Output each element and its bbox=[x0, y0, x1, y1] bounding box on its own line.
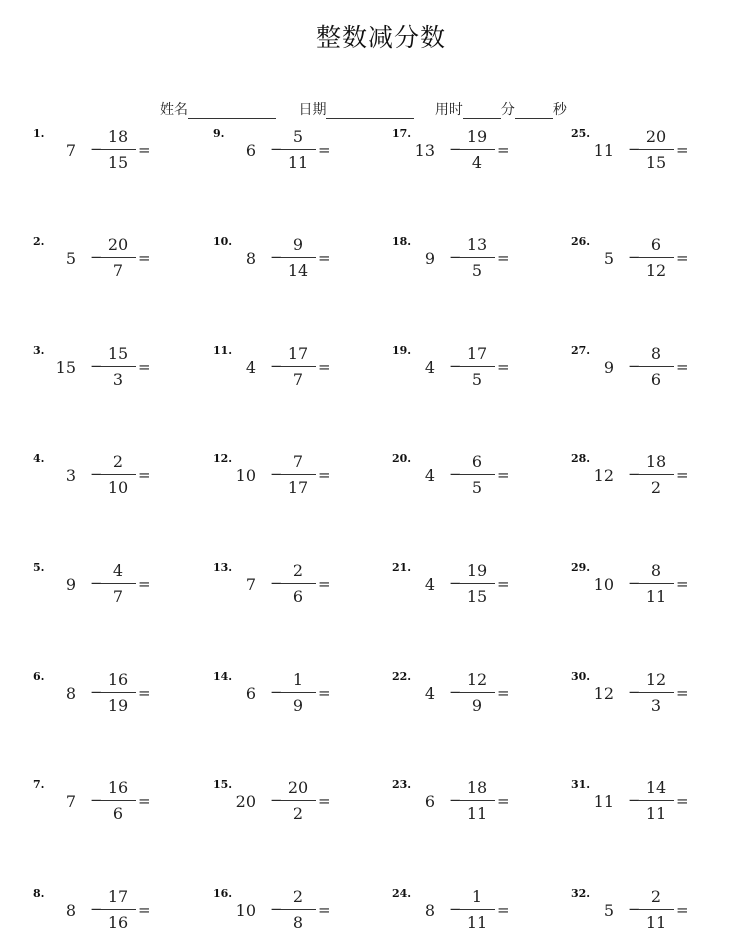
equals-sign: = bbox=[497, 358, 510, 376]
equals-sign: = bbox=[318, 466, 331, 484]
fraction bbox=[459, 561, 495, 606]
fraction-numerator: 20 bbox=[645, 127, 667, 146]
fraction-denominator: 16 bbox=[107, 913, 129, 932]
fraction bbox=[638, 670, 674, 715]
equals-sign: = bbox=[497, 466, 510, 484]
fraction-denominator: 11 bbox=[645, 913, 667, 932]
fraction bbox=[280, 778, 316, 823]
equals-sign: = bbox=[676, 358, 689, 376]
problem-item bbox=[571, 344, 751, 404]
minus-sign: − bbox=[628, 465, 641, 483]
problem-item bbox=[571, 127, 751, 187]
fraction-bar bbox=[459, 909, 495, 910]
whole-number: 10 bbox=[235, 901, 256, 920]
fraction-bar bbox=[100, 692, 136, 693]
fraction bbox=[638, 561, 674, 606]
equals-sign: = bbox=[318, 792, 331, 810]
minus-sign: − bbox=[270, 248, 283, 266]
problem-number: 19. bbox=[392, 344, 412, 357]
fraction-numerator: 8 bbox=[650, 344, 662, 363]
fraction bbox=[459, 235, 495, 280]
problem-number: 3. bbox=[33, 344, 45, 357]
fraction-denominator: 15 bbox=[107, 153, 129, 172]
fraction bbox=[280, 235, 316, 280]
minus-sign: − bbox=[628, 574, 641, 592]
problem-number: 11. bbox=[213, 344, 233, 357]
problem-number: 32. bbox=[571, 887, 591, 900]
problem-number: 26. bbox=[571, 235, 591, 248]
fraction-bar bbox=[100, 583, 136, 584]
fraction-bar bbox=[459, 692, 495, 693]
whole-number: 4 bbox=[424, 684, 435, 703]
fraction-denominator: 7 bbox=[112, 587, 124, 606]
problem-number: 24. bbox=[392, 887, 412, 900]
fraction bbox=[459, 127, 495, 172]
problem-number: 13. bbox=[213, 561, 233, 574]
problem-item bbox=[213, 452, 393, 512]
fraction bbox=[280, 561, 316, 606]
fraction-numerator: 6 bbox=[471, 452, 483, 471]
fraction-bar bbox=[638, 692, 674, 693]
fraction-bar bbox=[100, 366, 136, 367]
fraction-numerator: 4 bbox=[112, 561, 124, 580]
minus-sign: − bbox=[90, 683, 103, 701]
fraction-bar bbox=[100, 909, 136, 910]
fraction bbox=[638, 127, 674, 172]
fraction-bar bbox=[459, 149, 495, 150]
fraction-numerator: 1 bbox=[471, 887, 483, 906]
fraction-denominator: 11 bbox=[645, 804, 667, 823]
equals-sign: = bbox=[318, 575, 331, 593]
equals-sign: = bbox=[676, 141, 689, 159]
fraction-numerator: 17 bbox=[287, 344, 309, 363]
fraction-numerator: 19 bbox=[466, 127, 488, 146]
fraction-bar bbox=[100, 474, 136, 475]
fraction-denominator: 11 bbox=[645, 587, 667, 606]
fraction-bar bbox=[638, 366, 674, 367]
equals-sign: = bbox=[676, 249, 689, 267]
equals-sign: = bbox=[497, 901, 510, 919]
fraction-bar bbox=[280, 474, 316, 475]
equals-sign: = bbox=[138, 466, 151, 484]
problem-item bbox=[33, 778, 213, 838]
fraction-bar bbox=[459, 474, 495, 475]
equals-sign: = bbox=[676, 575, 689, 593]
minus-sign: − bbox=[90, 357, 103, 375]
whole-number: 8 bbox=[65, 684, 76, 703]
fraction-bar bbox=[100, 257, 136, 258]
fraction-denominator: 2 bbox=[292, 804, 304, 823]
minus-sign: − bbox=[449, 357, 462, 375]
whole-number: 12 bbox=[593, 684, 614, 703]
whole-number: 10 bbox=[235, 466, 256, 485]
equals-sign: = bbox=[676, 792, 689, 810]
name-blank[interactable] bbox=[188, 102, 276, 119]
fraction-numerator: 19 bbox=[466, 561, 488, 580]
fraction bbox=[100, 561, 136, 606]
problem-item bbox=[392, 344, 572, 404]
fraction-numerator: 16 bbox=[107, 670, 129, 689]
problem-number: 14. bbox=[213, 670, 233, 683]
fraction-denominator: 19 bbox=[107, 696, 129, 715]
problem-item bbox=[33, 344, 213, 404]
fraction-bar bbox=[638, 474, 674, 475]
fraction-numerator: 2 bbox=[650, 887, 662, 906]
whole-number: 4 bbox=[424, 358, 435, 377]
equals-sign: = bbox=[497, 684, 510, 702]
seconds-label: 秒 bbox=[552, 102, 567, 118]
minus-sign: − bbox=[449, 140, 462, 158]
problem-number: 21. bbox=[392, 561, 412, 574]
fraction bbox=[100, 344, 136, 389]
fraction-numerator: 1 bbox=[292, 670, 304, 689]
fraction-bar bbox=[638, 800, 674, 801]
fraction-numerator: 18 bbox=[645, 452, 667, 471]
problem-item bbox=[392, 561, 572, 621]
equals-sign: = bbox=[138, 358, 151, 376]
minus-sign: − bbox=[449, 465, 462, 483]
minus-sign: − bbox=[270, 683, 283, 701]
fraction-denominator: 15 bbox=[645, 153, 667, 172]
fraction-denominator: 14 bbox=[287, 261, 309, 280]
problem-item bbox=[213, 127, 393, 187]
problem-number: 28. bbox=[571, 452, 591, 465]
fraction-denominator: 7 bbox=[112, 261, 124, 280]
minus-sign: − bbox=[270, 465, 283, 483]
fraction-denominator: 5 bbox=[471, 261, 483, 280]
fraction bbox=[459, 670, 495, 715]
problem-number: 16. bbox=[213, 887, 233, 900]
whole-number: 11 bbox=[593, 792, 614, 811]
problem-number: 4. bbox=[33, 452, 45, 465]
problem-item bbox=[213, 561, 393, 621]
equals-sign: = bbox=[497, 575, 510, 593]
minutes-blank[interactable] bbox=[463, 102, 501, 119]
equals-sign: = bbox=[318, 684, 331, 702]
fraction bbox=[459, 344, 495, 389]
minus-sign: − bbox=[270, 900, 283, 918]
fraction-numerator: 2 bbox=[292, 887, 304, 906]
seconds-blank[interactable] bbox=[515, 102, 553, 119]
problem-item bbox=[571, 887, 751, 947]
fraction bbox=[280, 887, 316, 932]
minus-sign: − bbox=[449, 248, 462, 266]
fraction-numerator: 18 bbox=[107, 127, 129, 146]
fraction bbox=[459, 778, 495, 823]
minus-sign: − bbox=[628, 683, 641, 701]
whole-number: 8 bbox=[65, 901, 76, 920]
fraction-bar bbox=[638, 257, 674, 258]
minus-sign: − bbox=[270, 574, 283, 592]
fraction-bar bbox=[280, 909, 316, 910]
problem-number: 9. bbox=[213, 127, 225, 140]
fraction bbox=[638, 887, 674, 932]
problem-item bbox=[33, 887, 213, 947]
fraction bbox=[280, 344, 316, 389]
whole-number: 5 bbox=[603, 901, 614, 920]
problem-item bbox=[33, 561, 213, 621]
equals-sign: = bbox=[138, 141, 151, 159]
fraction-bar bbox=[280, 692, 316, 693]
fraction-bar bbox=[459, 800, 495, 801]
fraction bbox=[100, 778, 136, 823]
problem-item bbox=[392, 127, 572, 187]
problem-number: 8. bbox=[33, 887, 45, 900]
problem-number: 30. bbox=[571, 670, 591, 683]
fraction-numerator: 18 bbox=[466, 778, 488, 797]
problem-item bbox=[33, 670, 213, 730]
whole-number: 7 bbox=[65, 141, 76, 160]
fraction-bar bbox=[280, 149, 316, 150]
problem-number: 12. bbox=[213, 452, 233, 465]
fraction-numerator: 5 bbox=[292, 127, 304, 146]
minus-sign: − bbox=[628, 140, 641, 158]
whole-number: 13 bbox=[414, 141, 435, 160]
whole-number: 9 bbox=[603, 358, 614, 377]
problem-item bbox=[392, 235, 572, 295]
minus-sign: − bbox=[90, 465, 103, 483]
problem-item bbox=[33, 235, 213, 295]
fraction-numerator: 14 bbox=[645, 778, 667, 797]
fraction-denominator: 11 bbox=[466, 913, 488, 932]
equals-sign: = bbox=[318, 901, 331, 919]
problem-item bbox=[213, 670, 393, 730]
fraction-numerator: 9 bbox=[292, 235, 304, 254]
name-label: 姓名 bbox=[160, 102, 188, 118]
fraction-denominator: 2 bbox=[650, 478, 662, 497]
equals-sign: = bbox=[138, 684, 151, 702]
minus-sign: − bbox=[270, 357, 283, 375]
equals-sign: = bbox=[497, 141, 510, 159]
minus-sign: − bbox=[90, 140, 103, 158]
whole-number: 8 bbox=[245, 249, 256, 268]
fraction-numerator: 20 bbox=[287, 778, 309, 797]
equals-sign: = bbox=[318, 358, 331, 376]
fraction-bar bbox=[459, 583, 495, 584]
whole-number: 4 bbox=[245, 358, 256, 377]
minus-sign: − bbox=[90, 900, 103, 918]
fraction-bar bbox=[280, 583, 316, 584]
fraction-denominator: 15 bbox=[466, 587, 488, 606]
fraction-bar bbox=[280, 366, 316, 367]
problem-item bbox=[571, 778, 751, 838]
problem-item bbox=[571, 235, 751, 295]
problem-item bbox=[392, 670, 572, 730]
fraction bbox=[100, 670, 136, 715]
equals-sign: = bbox=[318, 141, 331, 159]
fraction-denominator: 9 bbox=[292, 696, 304, 715]
fraction-numerator: 17 bbox=[466, 344, 488, 363]
fraction-bar bbox=[280, 800, 316, 801]
whole-number: 9 bbox=[424, 249, 435, 268]
fraction-denominator: 9 bbox=[471, 696, 483, 715]
whole-number: 4 bbox=[424, 466, 435, 485]
fraction-bar bbox=[100, 149, 136, 150]
fraction-denominator: 6 bbox=[112, 804, 124, 823]
problem-number: 31. bbox=[571, 778, 591, 791]
whole-number: 6 bbox=[245, 141, 256, 160]
fraction-bar bbox=[459, 366, 495, 367]
whole-number: 4 bbox=[424, 575, 435, 594]
fraction bbox=[280, 452, 316, 497]
fraction-denominator: 3 bbox=[112, 370, 124, 389]
whole-number: 7 bbox=[245, 575, 256, 594]
whole-number: 11 bbox=[593, 141, 614, 160]
whole-number: 12 bbox=[593, 466, 614, 485]
fraction bbox=[459, 452, 495, 497]
whole-number: 6 bbox=[424, 792, 435, 811]
equals-sign: = bbox=[138, 249, 151, 267]
fraction bbox=[100, 235, 136, 280]
fraction-denominator: 8 bbox=[292, 913, 304, 932]
fraction-numerator: 12 bbox=[466, 670, 488, 689]
minus-sign: − bbox=[90, 791, 103, 809]
fraction-denominator: 6 bbox=[650, 370, 662, 389]
fraction-bar bbox=[459, 257, 495, 258]
problem-number: 1. bbox=[33, 127, 45, 140]
whole-number: 15 bbox=[55, 358, 76, 377]
problem-item bbox=[392, 887, 572, 947]
fraction-denominator: 7 bbox=[292, 370, 304, 389]
whole-number: 7 bbox=[65, 792, 76, 811]
problem-item bbox=[213, 778, 393, 838]
problem-item bbox=[392, 452, 572, 512]
whole-number: 6 bbox=[245, 684, 256, 703]
fraction bbox=[638, 344, 674, 389]
problem-number: 5. bbox=[33, 561, 45, 574]
equals-sign: = bbox=[497, 792, 510, 810]
fraction-numerator: 16 bbox=[107, 778, 129, 797]
equals-sign: = bbox=[138, 901, 151, 919]
time-label: 用时 bbox=[434, 102, 463, 118]
minus-sign: − bbox=[90, 574, 103, 592]
fraction bbox=[280, 127, 316, 172]
fraction-numerator: 6 bbox=[650, 235, 662, 254]
fraction-denominator: 5 bbox=[471, 370, 483, 389]
problem-number: 10. bbox=[213, 235, 233, 248]
fraction-numerator: 2 bbox=[292, 561, 304, 580]
problem-number: 20. bbox=[392, 452, 412, 465]
minus-sign: − bbox=[628, 248, 641, 266]
problem-number: 2. bbox=[33, 235, 45, 248]
minus-sign: − bbox=[628, 900, 641, 918]
fraction-numerator: 13 bbox=[466, 235, 488, 254]
whole-number: 5 bbox=[65, 249, 76, 268]
fraction bbox=[100, 452, 136, 497]
minus-sign: − bbox=[628, 357, 641, 375]
date-label: 日期 bbox=[298, 102, 327, 118]
fraction-numerator: 12 bbox=[645, 670, 667, 689]
problem-number: 6. bbox=[33, 670, 45, 683]
fraction-denominator: 5 bbox=[471, 478, 483, 497]
problem-item bbox=[33, 127, 213, 187]
minus-sign: − bbox=[449, 900, 462, 918]
whole-number: 20 bbox=[235, 792, 256, 811]
fraction bbox=[100, 127, 136, 172]
equals-sign: = bbox=[318, 249, 331, 267]
fraction-numerator: 8 bbox=[650, 561, 662, 580]
fraction-bar bbox=[100, 800, 136, 801]
fraction bbox=[638, 235, 674, 280]
problem-number: 25. bbox=[571, 127, 591, 140]
whole-number: 10 bbox=[593, 575, 614, 594]
problem-item bbox=[33, 452, 213, 512]
problem-number: 7. bbox=[33, 778, 45, 791]
equals-sign: = bbox=[676, 684, 689, 702]
fraction-numerator: 2 bbox=[112, 452, 124, 471]
problem-item bbox=[392, 778, 572, 838]
fraction bbox=[638, 778, 674, 823]
problem-item bbox=[571, 670, 751, 730]
minus-sign: − bbox=[270, 791, 283, 809]
fraction-numerator: 20 bbox=[107, 235, 129, 254]
whole-number: 3 bbox=[65, 466, 76, 485]
fraction bbox=[280, 670, 316, 715]
fraction-bar bbox=[638, 149, 674, 150]
problem-number: 17. bbox=[392, 127, 412, 140]
problem-number: 15. bbox=[213, 778, 233, 791]
minus-sign: − bbox=[270, 140, 283, 158]
minus-sign: − bbox=[449, 791, 462, 809]
fraction-denominator: 11 bbox=[466, 804, 488, 823]
problem-number: 27. bbox=[571, 344, 591, 357]
fraction-numerator: 17 bbox=[107, 887, 129, 906]
fraction-denominator: 3 bbox=[650, 696, 662, 715]
minutes-label: 分 bbox=[500, 102, 515, 118]
problem-number: 29. bbox=[571, 561, 591, 574]
problem-item bbox=[571, 452, 751, 512]
fraction-numerator: 7 bbox=[292, 452, 304, 471]
equals-sign: = bbox=[138, 575, 151, 593]
date-blank[interactable] bbox=[326, 102, 414, 119]
problem-item bbox=[213, 235, 393, 295]
problem-number: 23. bbox=[392, 778, 412, 791]
fraction-denominator: 12 bbox=[645, 261, 667, 280]
student-info-line bbox=[160, 99, 567, 121]
problem-item bbox=[571, 561, 751, 621]
fraction-bar bbox=[280, 257, 316, 258]
minus-sign: − bbox=[90, 248, 103, 266]
fraction-denominator: 4 bbox=[471, 153, 483, 172]
minus-sign: − bbox=[449, 683, 462, 701]
fraction-numerator: 15 bbox=[107, 344, 129, 363]
fraction bbox=[100, 887, 136, 932]
problem-number: 22. bbox=[392, 670, 412, 683]
equals-sign: = bbox=[138, 792, 151, 810]
worksheet-title: 整数减分数 bbox=[315, 23, 446, 52]
equals-sign: = bbox=[676, 466, 689, 484]
fraction bbox=[638, 452, 674, 497]
whole-number: 9 bbox=[65, 575, 76, 594]
fraction-bar bbox=[638, 583, 674, 584]
whole-number: 5 bbox=[603, 249, 614, 268]
fraction-denominator: 17 bbox=[287, 478, 309, 497]
whole-number: 8 bbox=[424, 901, 435, 920]
equals-sign: = bbox=[676, 901, 689, 919]
fraction-denominator: 6 bbox=[292, 587, 304, 606]
fraction-denominator: 11 bbox=[287, 153, 309, 172]
problem-number: 18. bbox=[392, 235, 412, 248]
problem-item bbox=[213, 344, 393, 404]
equals-sign: = bbox=[497, 249, 510, 267]
fraction-denominator: 10 bbox=[107, 478, 129, 497]
problem-item bbox=[213, 887, 393, 947]
minus-sign: − bbox=[628, 791, 641, 809]
fraction-bar bbox=[638, 909, 674, 910]
minus-sign: − bbox=[449, 574, 462, 592]
fraction bbox=[459, 887, 495, 932]
